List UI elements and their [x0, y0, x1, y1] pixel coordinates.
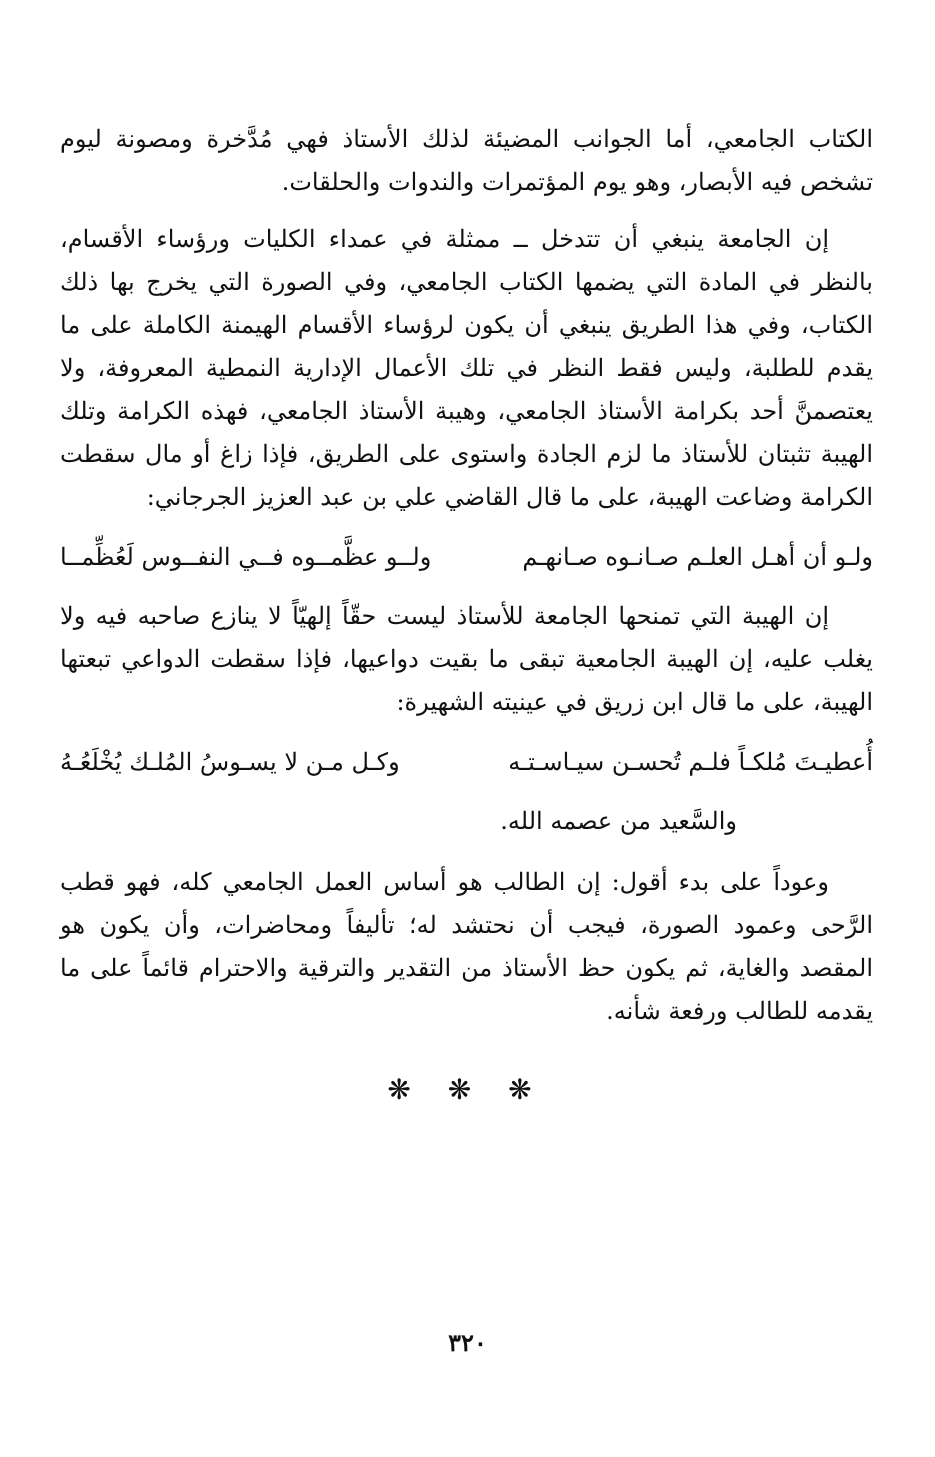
verse-jurjani-first-hemistich: ولـو أن أهـل العلـم صـانـوه صـانهـم [522, 543, 873, 571]
paragraph-1: الكتاب الجامعي، أما الجوانب المضيئة لذلك الأستاذ فهي مُدَّخرة ومصونة ليوم تشخص فيه الأبصار، وهو يوم المؤتمرات والندوات والحلقات. [60, 125, 873, 196]
verse-ibn-zurayq-second-hemistich: وكـل مـن لا يسـوسُ المُلـك يُخْلَعُـهُ [60, 748, 400, 776]
verse-ibn-zurayq [60, 738, 873, 786]
verse-ibn-zurayq-first-hemistich: أُعطيـتَ مُلكـاً فلـم تُحسـن سيـاسـتـه [508, 748, 873, 776]
paragraph-4: وعوداً على بدء أقول: إن الطالب هو أساس العمل الجامعي كله، فهو قطب الرَّحى وعمود الصورة، فيجب أن نحتشد له؛ تأليفاً ومحاضرات، وأن يكون هو المقصد والغاية، ثم يكون حظ الأستاذ من التقدير والترقية والاحترام قائماً على ما يقدمه للطالب ورفعة شأنه. [60, 868, 873, 1025]
paragraph-3: إن الهيبة التي تمنحها الجامعة للأستاذ ليست حقّاً إلهيّاً لا ينازع صاحبه فيه ولا يغلب عليه، إن الهيبة الجامعية تبقى ما بقيت دواعيها، فإذا سقطت الدواعي تبعتها الهيبة، على ما قال ابن زريق في عينيته الشهيرة: [60, 602, 873, 716]
page-number: ٣٢٠ [448, 1328, 487, 1357]
verse-jurjani-second-hemistich: ولــو عظَّمــوه فــي النفــوس لَعُظِّمــا [60, 543, 432, 571]
paragraph-2: إن الجامعة ينبغي أن تتدخل ــ ممثلة في عمداء الكليات ورؤساء الأقسام، بالنظر في المادة التي يضمها الكتاب الجامعي، وفي الصورة التي يخرج بها ذلك الكتاب، وفي هذا الطريق ينبغي أن يكون لرؤساء الأقسام الهيمنة الكاملة على ما يقدم للطلبة، وليس فقط النظر في تلك الأعمال الإدارية النمطية المعروفة، ولا يعتصمنَّ أحد بكرامة الأستاذ الجامعي، وهيبة الأستاذ الجامعي، فهذه الكرامة وتلك الهيبة تثبتان للأستاذ ما لزم الجادة واستوى على الطريق، فإذا زاغ أو مال سقطت الكرامة وضاعت الهيبة، على ما قال القاضي علي بن عبد العزيز الجرجاني: [60, 225, 873, 511]
section-separator: ❋ ❋ ❋ [387, 1073, 546, 1106]
verse-jurjani [60, 533, 873, 581]
page-body [60, 118, 873, 1457]
closing-phrase: والسَّعيد من عصمه الله. [500, 807, 737, 835]
